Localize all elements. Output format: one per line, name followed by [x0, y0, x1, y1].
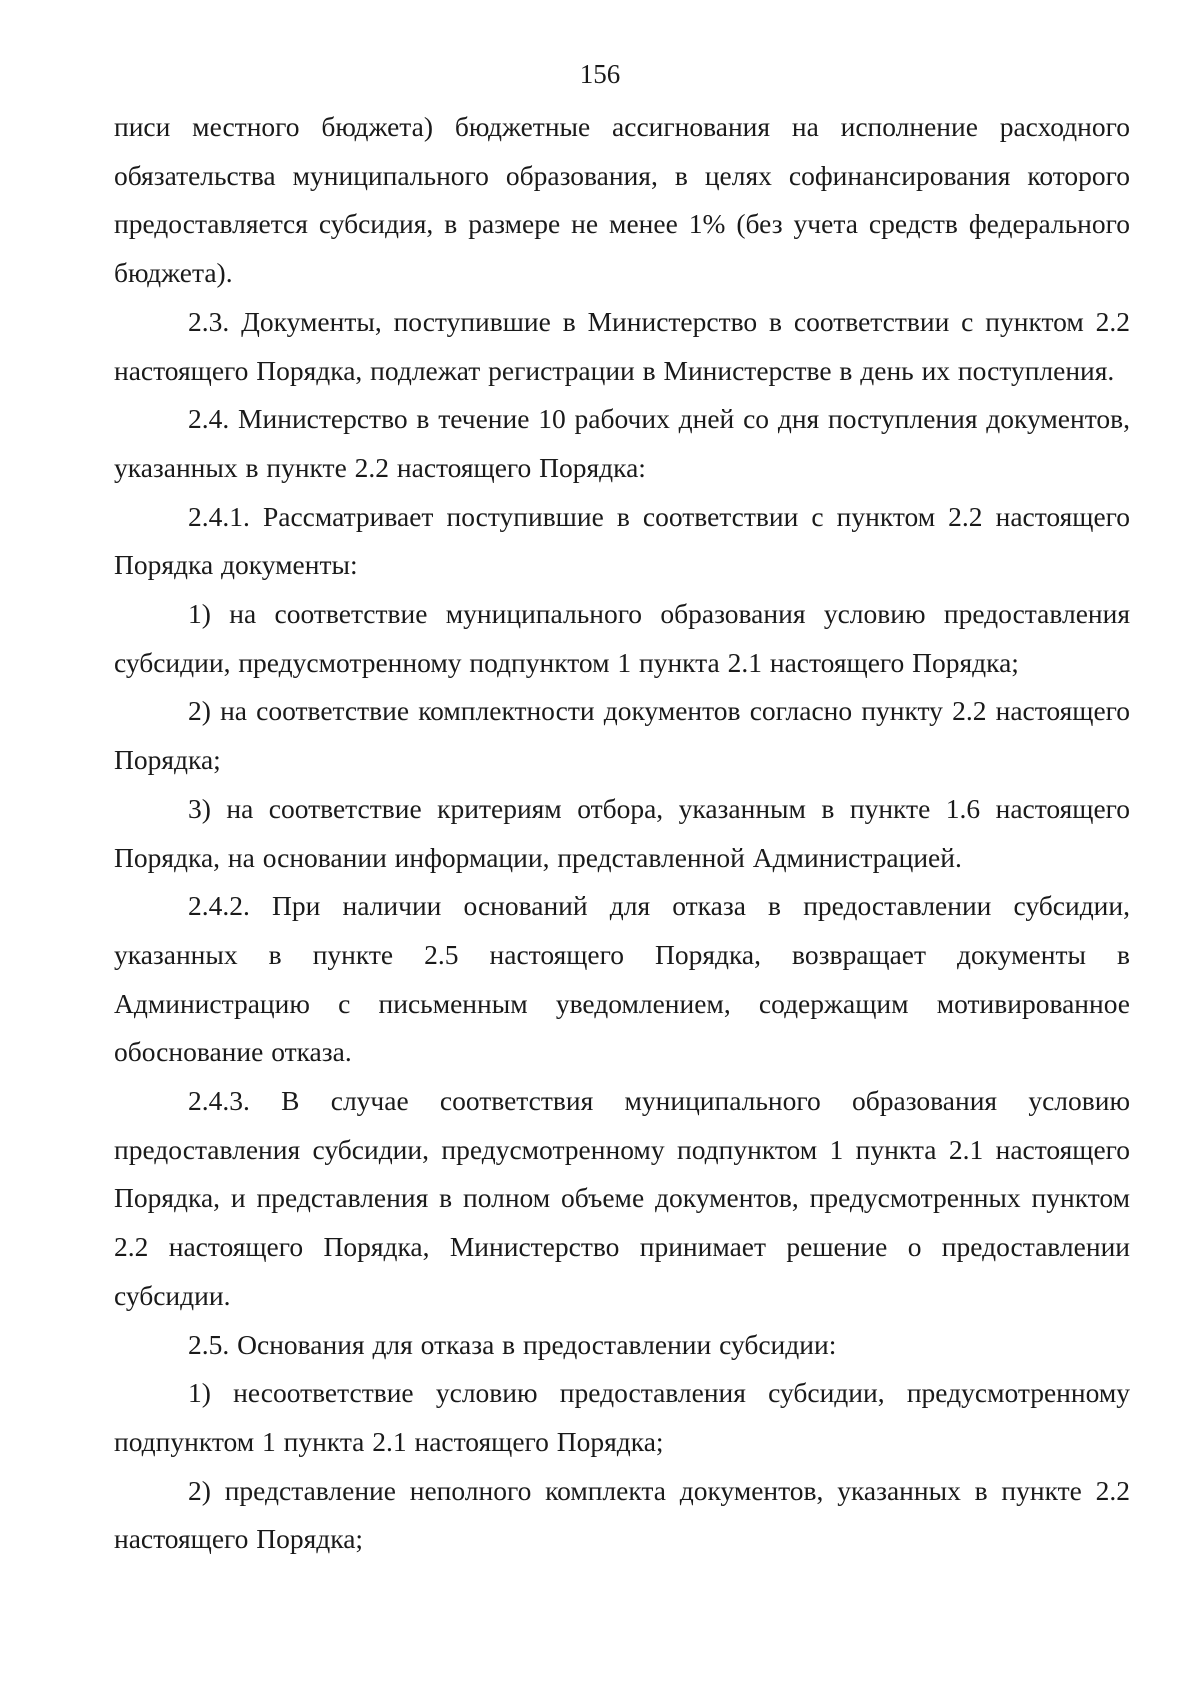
paragraph-2-3: 2.3. Документы, поступившие в Министерство в соответствии с пунктом 2.2 настоящего Порядка, подлежат регистрации в Министерстве в день их поступления. — [114, 305, 1130, 386]
paragraph-2-5: 2.5. Основания для отказа в предоставлении субсидии: — [188, 1328, 837, 1360]
paragraph-2-4-3: 2.4.3. В случае соответствия муниципального образования условию предоставления субсидии, предусмотренному подпунктом 1 пункта 2.1 настоящего Порядка, и представления в полном объеме документов, предусмотренных пунктом 2.2 настоящего Порядка, Министерство принимает решение о предоставлении субсидии. — [114, 1085, 1130, 1311]
list-item-2-4-1-2: 2) на соответствие комплектности документов согласно пункту 2.2 настоящего Порядка; — [114, 695, 1130, 776]
document-body — [114, 103, 1130, 1564]
list-item-2-4-1-1: 1) на соответствие муниципального образования условию предоставления субсидии, предусмотренному подпунктом 1 пункта 2.1 настоящего Порядка; — [114, 598, 1130, 678]
paragraph-2-4: 2.4. Министерство в течение 10 рабочих дней со дня поступления документов, указанных в пункте 2.2 настоящего Порядка: — [114, 403, 1130, 483]
page-number: 156 — [579, 59, 621, 89]
paragraph-budget-allocations: писи местного бюджета) бюджетные ассигнования на исполнение расходного обязательства муниципального образования, в целях софинансирования которого предоставляется субсидия, в размере не менее 1% (без учета средств федерального бюджета). — [114, 111, 1130, 289]
list-item-2-5-2: 2) представление неполного комплекта документов, указанных в пункте 2.2 настоящего Порядка; — [114, 1474, 1130, 1555]
list-item-2-5-1: 1) несоответствие условию предоставления субсидии, предусмотренному подпунктом 1 пункта 2.1 настоящего Порядка; — [114, 1377, 1130, 1457]
paragraph-2-4-1: 2.4.1. Рассматривает поступившие в соответствии с пунктом 2.2 настоящего Порядка документы: — [114, 500, 1130, 581]
list-item-2-4-1-3: 3) на соответствие критериям отбора, указанным в пункте 1.6 настоящего Порядка, на основании информации, представленной Администрацией. — [114, 792, 1130, 873]
paragraph-2-4-2: 2.4.2. При наличии оснований для отказа в предоставлении субсидии, указанных в пункте 2.5 настоящего Порядка, возвращает документы в Администрацию с письменным уведомлением, содержащим мотивированное обоснование отказа. — [114, 890, 1130, 1068]
